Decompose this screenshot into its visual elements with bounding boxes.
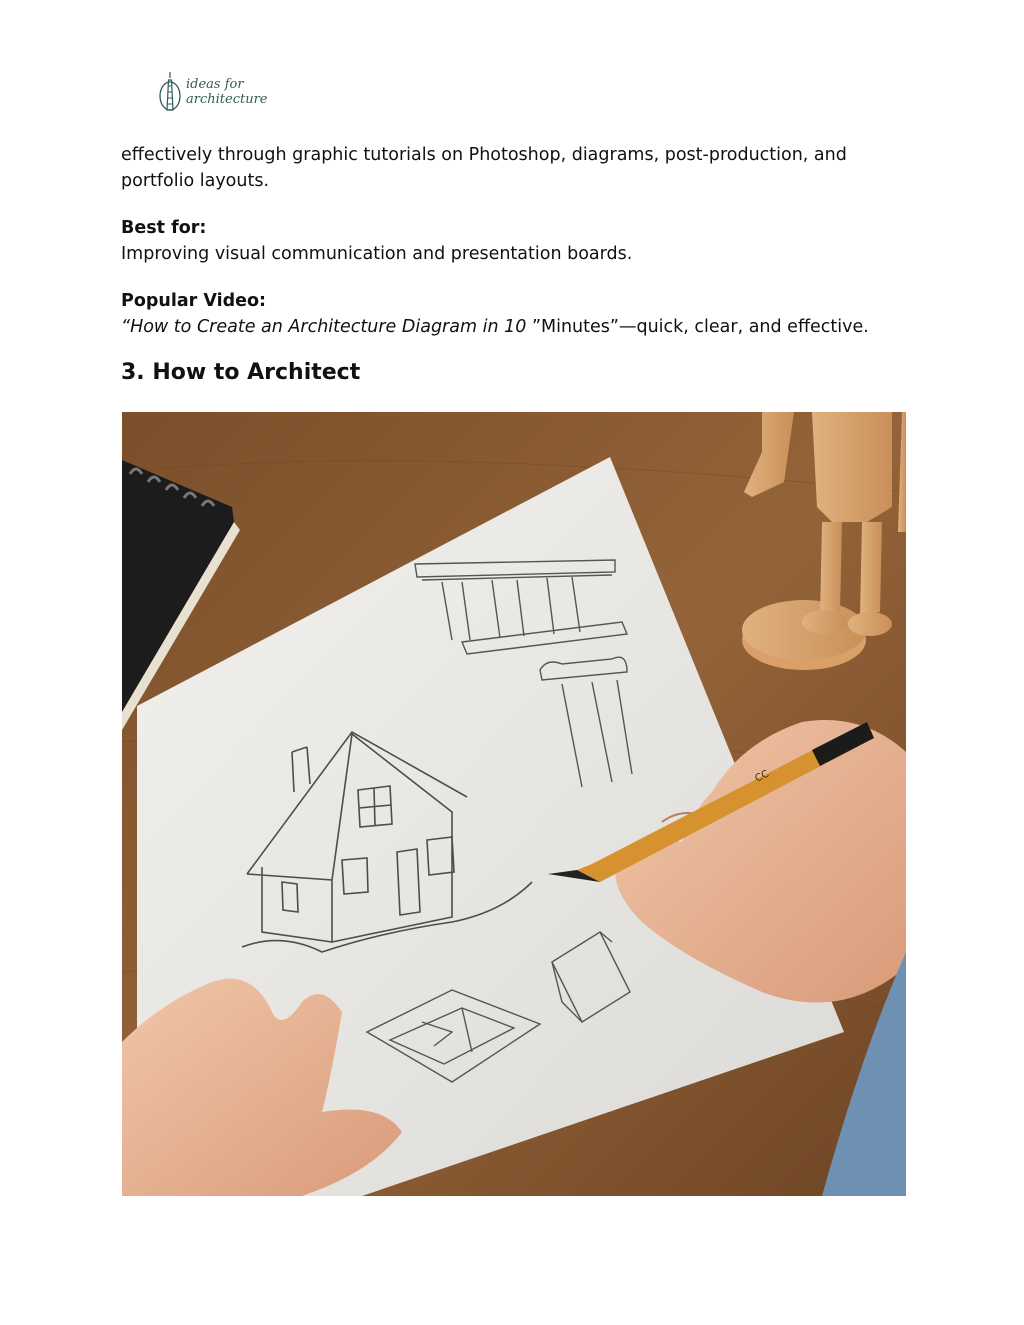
site-logo bbox=[158, 70, 267, 114]
pencil-mark: CC bbox=[753, 768, 771, 785]
tower-icon bbox=[158, 70, 182, 114]
sketch-photo bbox=[122, 412, 906, 1196]
video-title-rest: ”Minutes”—quick, clear, and effective. bbox=[531, 317, 869, 337]
popular-video-title bbox=[121, 314, 921, 340]
sketch-illustration bbox=[122, 412, 906, 1196]
logo-line-1: ideas for bbox=[186, 77, 244, 92]
intro-paragraph: effectively through graphic tutorials on Photoshop, diagrams, post-production, and portfolio layouts. bbox=[121, 145, 847, 191]
best-for-text: Improving visual communication and presentation boards. bbox=[121, 244, 633, 264]
section-heading: 3. How to Architect bbox=[121, 360, 361, 385]
popular-video-label: Popular Video: bbox=[121, 291, 267, 311]
video-title-italic: “How to Create an Architecture Diagram in 10 bbox=[121, 317, 532, 337]
best-for-label: Best for: bbox=[121, 218, 207, 238]
logo-line-2: architecture bbox=[186, 92, 268, 107]
article-body bbox=[121, 142, 921, 340]
